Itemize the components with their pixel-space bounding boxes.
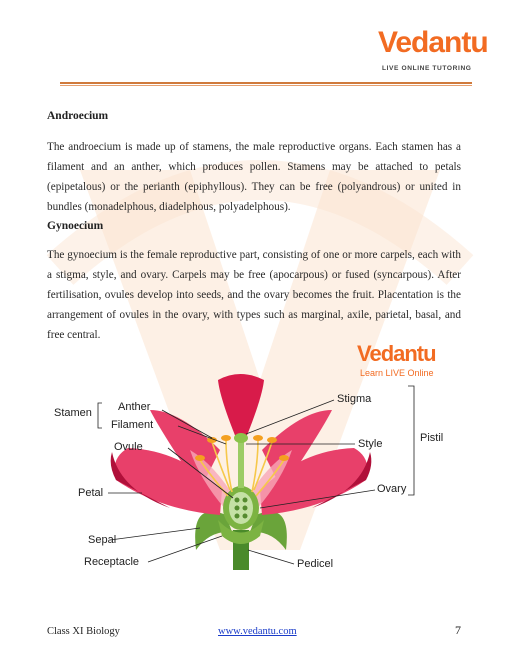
gynoecium-paragraph: The gynoecium is the female reproductive part, consisting of one or more carpels, each with a stigma, style, and ovary. Carpels may be free (apocarpous) or fused (syncarpous). After fertilisation, ovules develop into seeds, and the ovary becomes the fruit. Placentation is the arrangement of ovules in the ovary, with types such as marginal, axile, parietal, basal, and free central. <box>47 249 461 341</box>
footer-website-link[interactable]: www.vedantu.com <box>218 626 297 637</box>
footer-subject: Class XI Biology <box>47 626 120 637</box>
label-receptacle: Receptacle <box>84 556 140 568</box>
figure-logo-wordmark: Vedantu <box>357 341 436 366</box>
label-ovule: Ovule <box>114 441 143 453</box>
stigma-shape <box>234 433 248 443</box>
label-pistil: Pistil <box>420 432 444 444</box>
header-divider <box>60 82 472 84</box>
style-shape <box>238 440 244 488</box>
label-pedicel: Pedicel <box>297 558 334 570</box>
gynoecium-heading: Gynoecium <box>47 220 104 232</box>
header-logo <box>378 26 488 76</box>
header-divider-thin <box>60 85 472 86</box>
label-filament: Filament <box>111 419 154 431</box>
logo-wordmark: Vedantu <box>378 26 488 59</box>
label-anther: Anther <box>118 401 151 413</box>
figure-logo-tagline: Learn LIVE Online <box>360 368 434 378</box>
label-style: Style <box>358 438 383 450</box>
flower-diagram <box>50 340 460 580</box>
label-stigma: Stigma <box>337 393 372 405</box>
label-stamen: Stamen <box>54 407 92 419</box>
label-ovary: Ovary <box>377 483 407 495</box>
androecium-heading: Androecium <box>47 110 109 122</box>
label-petal: Petal <box>78 487 104 499</box>
androecium-paragraph: The androecium is made up of stamens, the male reproductive organs. Each stamen has a filament and an anther, which produces pollen. Stamens may be attached to petals (epipetalous) or the perianth (epiphyllous). They can be free (polyandrous) or united in bundles (monadelphous, diadelphous, polyadelphous). <box>47 141 461 213</box>
page-number: 7 <box>455 623 461 637</box>
ovary-inner-shape <box>229 492 253 524</box>
logo-tagline: LIVE ONLINE TUTORING <box>382 65 472 72</box>
label-sepal: Sepal <box>88 534 117 546</box>
